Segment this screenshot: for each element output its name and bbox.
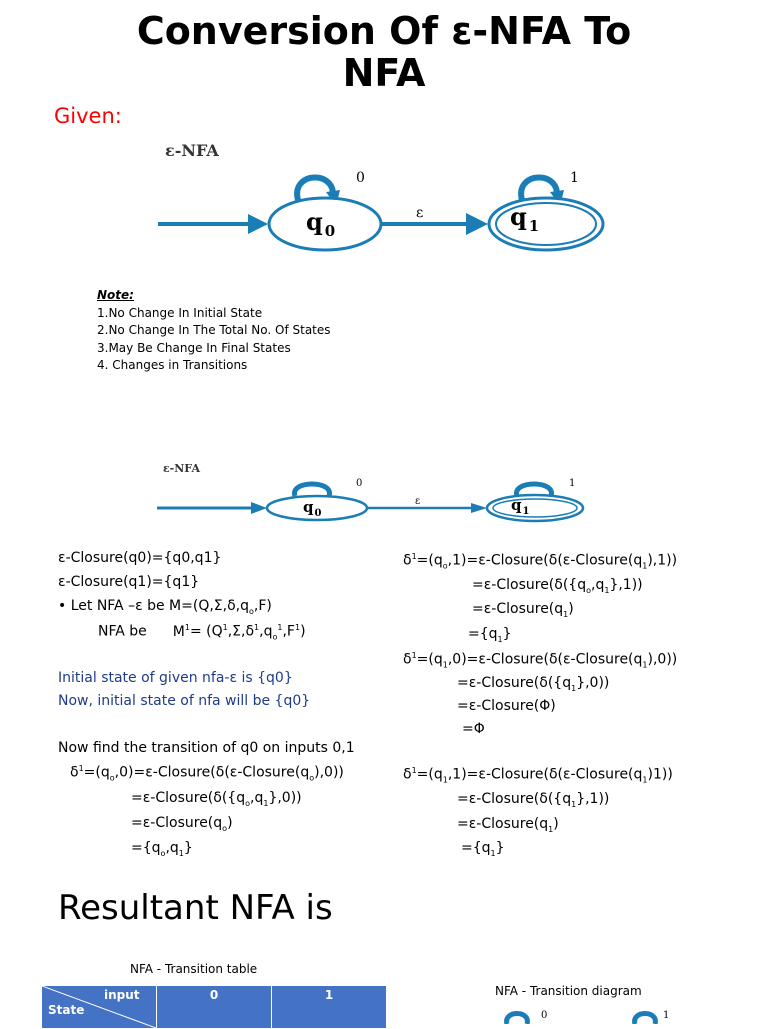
state-q1-label: $q_1$ [511, 496, 530, 517]
delta-q0-0-step-2: $=\varepsilon-Closure(\delta(\{q_o,q_1\},0))$ [131, 790, 302, 808]
start-arrowhead [251, 502, 267, 514]
nfa-diagram-partial [495, 1004, 695, 1024]
state-q1-label: q $_1$ [510, 202, 540, 235]
delta-q1-1-step-3: $=\varepsilon-Closure(q_1)$ [457, 816, 559, 834]
page-title [0, 10, 768, 94]
delta-q0-0-line: $\delta^1=(q_o,0)=\varepsilon-Closure(\delta(\varepsilon-Closure(q_o),0))$ [70, 764, 344, 783]
epsilon-edge-arrowhead [471, 503, 487, 513]
nfa-be-line: NFA be $M^1= (Q^1,\Sigma,\delta^1,q_o^1,F^1)$ [98, 623, 306, 642]
epsilon-edge-label: ε [416, 205, 424, 221]
epsilon-edge-arrowhead [466, 213, 488, 235]
corner-state-label: State [48, 1003, 85, 1017]
note-item: 2.No Change In The Total No. Of States [97, 323, 331, 337]
initial-state-given: Initial state of given nfa-ε is {q0} [58, 670, 293, 686]
state-q0-label: q $_0$ [306, 207, 336, 240]
delta-q1-1-line: $\delta^1=(q_1,1)=\varepsilon-Closure(\delta(\varepsilon-Closure(q_1)1))$ [403, 766, 673, 785]
delta-q1-0-step-3: =ε-Closure(Φ) [457, 698, 556, 714]
q0-loop-label: 0 [356, 478, 363, 489]
given-label: Given: [54, 104, 122, 128]
title-line-1: Conversion Of ε-NFA To [136, 9, 632, 53]
closure-q1-line: ε-Closure(q1)={q1} [58, 574, 200, 590]
transition-table-caption: NFA - Transition table [130, 962, 258, 976]
delta-q0-0-result: $=\{q_o,q_1\}$ [131, 840, 193, 858]
epsilon-edge-label: ε [415, 496, 421, 507]
find-transition-line: Now find the transition of q0 on inputs 0,1 [58, 740, 355, 756]
enfa-diagram-2 [145, 458, 630, 538]
state-q0-label: $q_0$ [303, 498, 322, 519]
note-item: 4. Changes in Transitions [97, 358, 248, 372]
resultant-nfa-heading: Resultant NFA is [58, 888, 333, 928]
delta-q1-0-result: =Φ [462, 721, 485, 737]
note-heading: Note: [97, 288, 134, 302]
q1-self-loop [635, 1014, 656, 1025]
initial-state-nfa: Now, initial state of nfa will be {q0} [58, 693, 311, 709]
delta-q1-1-step-2: $=\varepsilon-Closure(\delta(\{q_1\},1))$ [457, 791, 610, 809]
diagram-2-label: ε-NFA [163, 462, 201, 475]
transition-diagram-caption: NFA - Transition diagram [495, 984, 642, 998]
q0-self-loop [294, 484, 329, 496]
delta-q1-0-step-2: $=\varepsilon-Closure(\delta(\{q_1\},0))$ [457, 675, 610, 693]
start-arrowhead [248, 214, 268, 234]
delta-q0-1-result: $=\{q_1\}$ [468, 626, 512, 644]
delta-q0-0-step-3: $=\varepsilon-Closure(q_o)$ [131, 815, 233, 833]
corner-cell [42, 986, 157, 1029]
delta-q0-1-line: $\delta^1=(q_o,1)=\varepsilon-Closure(\delta(\varepsilon-Closure(q_1),1))$ [403, 552, 678, 571]
delta-q1-0-line: $\delta^1=(q_1,0)=\varepsilon-Closure(\delta(\varepsilon-Closure(q_1),0))$ [403, 651, 678, 670]
col-header-0: 0 [157, 986, 272, 1029]
note-item: 3.May Be Change In Final States [97, 340, 291, 355]
closure-q0-line: ε-Closure(q0)={q0,q1} [58, 550, 222, 566]
q0-loop-label: 0 [356, 170, 365, 186]
state-q1-outer [489, 198, 603, 250]
delta-q1-1-result: $=\{q_1\}$ [461, 840, 505, 858]
q0-loop-label: 0 [541, 1010, 548, 1021]
delta-q0-1-step-3: $=\varepsilon-Closure(q_1)$ [472, 601, 574, 619]
q1-loop-label: 1 [663, 1010, 670, 1021]
col-header-1: 1 [272, 986, 387, 1029]
delta-q0-1-step-2: $=\varepsilon-Closure(\delta(\{q_o,q_1\},1))$ [472, 577, 643, 595]
transition-table [41, 985, 387, 1029]
diagram-1-label: ε-NFA [165, 141, 219, 160]
q1-loop-label: 1 [570, 170, 579, 186]
note-item: 1.No Change In Initial State [97, 305, 263, 320]
note-block [97, 287, 331, 375]
enfa-diagram-1 [140, 130, 640, 280]
let-nfa-line: • Let NFA –ε be $M=(Q,\Sigma,\delta,q_o,F)$ [58, 598, 272, 616]
q0-self-loop [507, 1014, 528, 1025]
corner-input-label: input [104, 988, 140, 1002]
title-line-2: NFA [342, 51, 426, 95]
table-header-row [42, 986, 387, 1029]
q1-loop-label: 1 [569, 478, 576, 489]
